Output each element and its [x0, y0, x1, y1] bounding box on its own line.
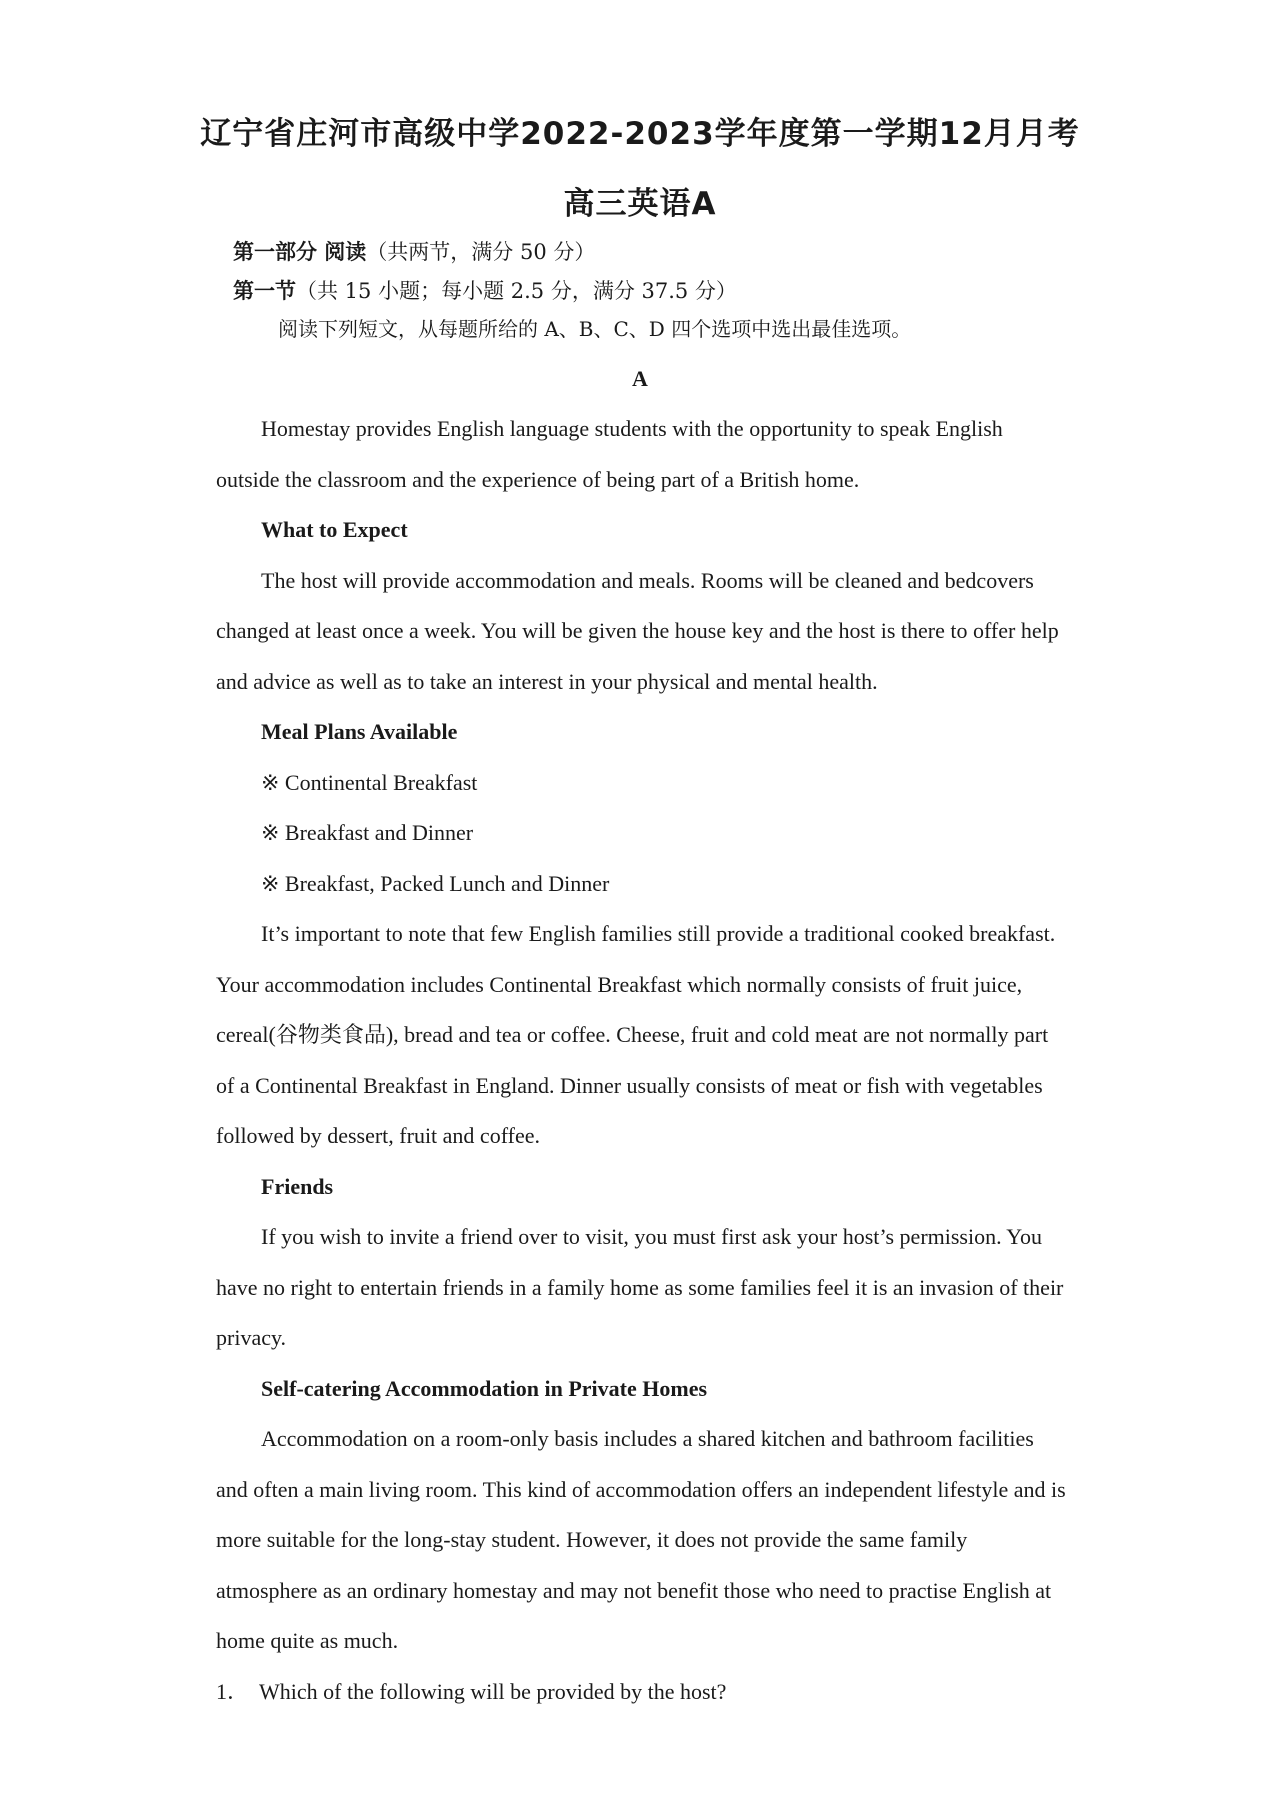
- meal-item: ※ Breakfast, Packed Lunch and Dinner: [261, 870, 610, 896]
- passage-label: A: [632, 366, 648, 391]
- part-note: （共两节，满分 50 分）: [366, 240, 596, 264]
- question-1: [216, 1667, 1071, 1718]
- expect-paragraph: The host will provide accommodation and meals. Rooms will be cleaned and bedcovers changed at least once a week. You will be given the house key and the host is there to offer help and advice as well as to take an interest in your physical and mental health.: [216, 567, 1059, 694]
- meals-paragraph: It’s important to note that few English families still provide a traditional cooked breakfast. Your accommodation includes Continental Breakfast which normally consists of fruit juice, cereal(谷物类食品), bread and tea or coffee. Cheese, fruit and cold meat are not normally part of a Continental Breakfast in England. Dinner usually consists of meat or fish with vegetables followed by dessert, fruit and coffee.: [216, 921, 1056, 1148]
- exam-title: 辽宁省庄河市高级中学2022-2023学年度第一学期12月月考: [200, 116, 1080, 152]
- section-heading: [233, 275, 737, 305]
- meal-item: ※ Continental Breakfast: [261, 769, 478, 795]
- intro-paragraph: Homestay provides English language students with the opportunity to speak English outside the classroom and the experience of being part of a British home.: [216, 416, 1003, 492]
- meal-item: ※ Breakfast and Dinner: [261, 820, 474, 845]
- passage-body: [216, 404, 1071, 1717]
- section-title: 第一节: [233, 279, 296, 303]
- question-text: Which of the following will be provided by the host?: [259, 1678, 727, 1704]
- instructions: 阅读下列短文，从每题所给的 A、B、C、D 四个选项中选出最佳选项。: [278, 317, 912, 341]
- part-heading: [233, 236, 595, 266]
- part-title: 第一部分 阅读: [233, 240, 367, 264]
- heading-meal-plans: Meal Plans Available: [261, 719, 458, 744]
- section-note: （共 15 小题；每小题 2.5 分，满分 37.5 分）: [296, 279, 737, 303]
- exam-subtitle: 高三英语A: [563, 186, 717, 222]
- heading-what-to-expect: What to Expect: [261, 517, 408, 542]
- heading-friends: Friends: [261, 1173, 334, 1199]
- heading-self-catering: Self-catering Accommodation in Private Homes: [261, 1375, 708, 1401]
- question-number: 1．: [216, 1678, 250, 1704]
- friends-paragraph: If you wish to invite a friend over to visit, you must first ask your host’s permission. You have no right to entertain friends in a family home as some families feel it is an invasion of their privacy.: [216, 1224, 1064, 1350]
- self-catering-paragraph: Accommodation on a room-only basis includes a shared kitchen and bathroom facilities and often a main living room. This kind of accommodation offers an independent lifestyle and is more suitable for the long-stay student. However, it does not provide the same family atmosphere as an ordinary homestay and may not benefit those who need to practise English at home quite as much.: [216, 1426, 1066, 1653]
